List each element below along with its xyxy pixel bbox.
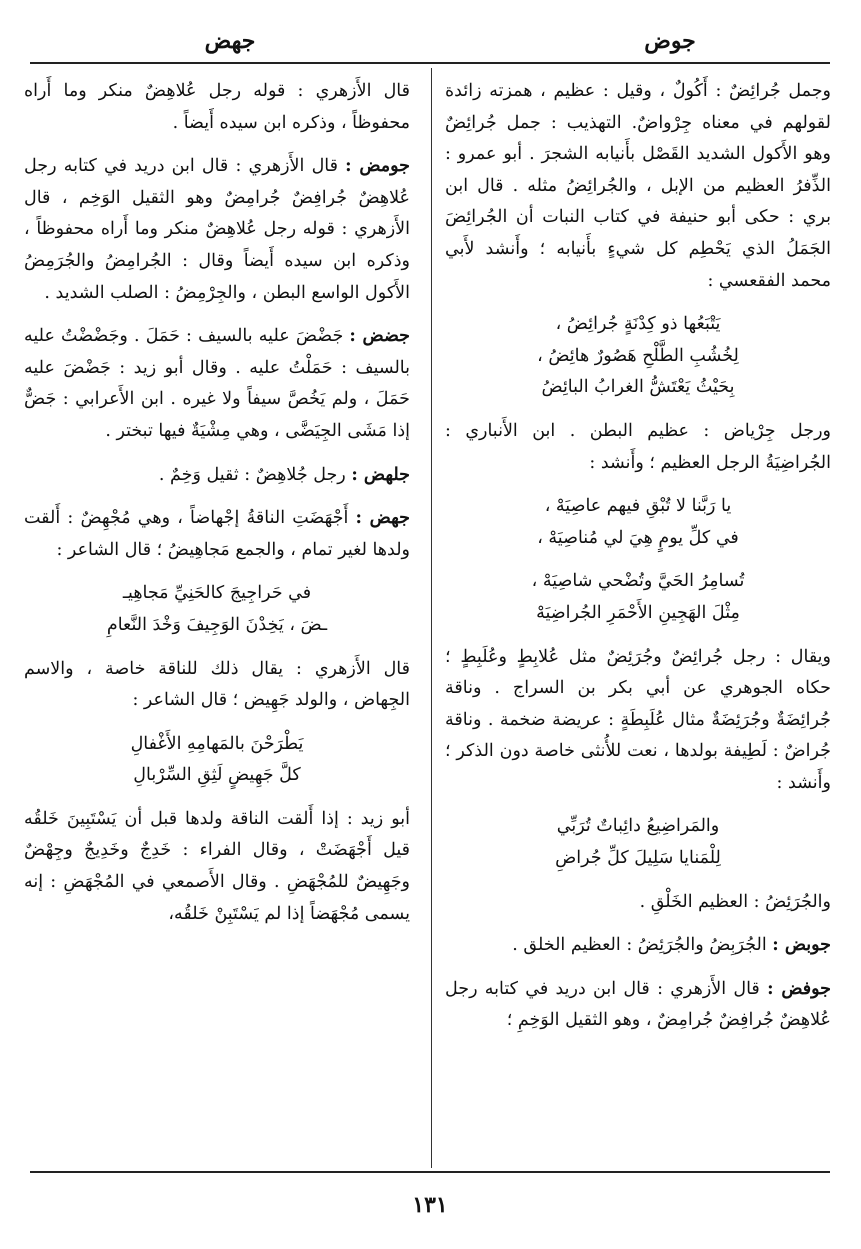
- entry-text: ورجل جِرْياض : عظيم البطن . ابن الأَنباري : الجُراضِيَةُ الرجل العظيم ؛ وأَنشد :: [445, 420, 831, 473]
- headword: جلهض :: [351, 464, 410, 485]
- entry-text: ويقال : رجل جُرائِضٌ وجُرَئِضٌ مثل عُلابِطٍ وعُلَبِطٍ ؛ حكاه الجوهري عن أبي بكر بن السراج . وناقة جُرائِضَةٌ وجُرَئِضَةٌ مثال عُلَبِطَةٍ : عريضة ضخمة . وناقة جُراضٌ : لَطِيفة بولدها ، نعت للأُنثى خاصة دون الذكر ؛ وأَنشد :: [445, 646, 831, 793]
- verse-line: والمَراضِيعُ دائِباتٌ تُرَبِّي: [556, 816, 720, 837]
- verse-line: يَتْبَعُها ذو كِدْنَةٍ جُرائِضُ ،: [555, 314, 721, 335]
- verse-block: [445, 309, 831, 404]
- entry-text: أبو زيد : إذا أَلقت الناقة ولدها قبل أن يَسْتَبِينَ خَلقُه قيل أَجْهَضَتْ ، وقال الفراء : خَدِجٌ وخَدِيجٌ وجِهْضٌ وجَهِيضٌ للمُجْهَضِ . وقال الأَصمعي في المُجْهَضِ : إنه يسمى مُجْهَضاً إذا لم يَسْتَبِنْ خَلقُه،: [24, 808, 410, 924]
- entry-text: والجُرَئِضُ : العظيم الخَلْقِ .: [639, 891, 831, 912]
- column-divider: [431, 68, 432, 1168]
- verse-line: تُسامِرُ الحَيَّ وتُضْحي شاصِيَهْ ،: [531, 571, 745, 592]
- verse-line: ـضَ ، يَخِدْنَ الوَجِيفَ وَخْدَ النَّعامِ: [106, 614, 328, 635]
- verse-line: لِلْمَنايا سَلِيلَ كلِّ جُراضِ: [555, 848, 721, 869]
- entry-text: قال الأَزهري : قوله رجل عُلاهِضٌ منكر وما أَراه محفوظاً ، وذكره ابن سيده أَيضاً .: [24, 81, 410, 133]
- running-header-left: جهض: [204, 28, 256, 54]
- verse-block: [24, 729, 410, 792]
- verse-block: [445, 566, 831, 629]
- verse-line: كلَّ جَهِيضٍ لَثِقِ السِّرْبالِ: [133, 765, 301, 786]
- entry-text: قال الأَزهري : قال ابن دريد في كتابه رجل عُلاهِضٌ جُرافِضٌ جُرامِضٌ وهو الثقيل الوَخِم ، قال الأَزهري : قوله رجل عُلاهِضٌ منكر وما أَراه محفوظاً ، وذكره ابن سيده أَيضاً وقال : الجُرامِضُ والجُرَمِضُ الأَكول الواسع البطن ، والجِرْمِضُ : الصلب الشديد .: [24, 156, 410, 303]
- left-column: [24, 76, 410, 1166]
- headword: جومض :: [345, 156, 410, 177]
- verse-block: [24, 578, 410, 641]
- entry-jawfad: [445, 974, 831, 1037]
- headword: جضض :: [349, 326, 410, 347]
- running-header-right: جوض: [644, 28, 696, 54]
- page-number: ١٣١: [412, 1192, 448, 1218]
- verse-block: [445, 811, 831, 874]
- verse-block: [445, 491, 831, 554]
- entry-text: الجُرَبِضُ والجُرَئِضُ : العظيم الخلق .: [512, 935, 773, 956]
- verse-line: مِثْلَ الهَجِينِ الأَحْمَرِ الجُراضِيَهْ: [536, 602, 740, 623]
- entry-text: أَجْهَضَتِ الناقةُ إجْهاضاً ، وهي مُجْهِضٌ : أَلقت ولدها لغير تمام ، والجمع مَجاهِيضُ ؛ قال الشاعر :: [24, 508, 410, 560]
- entry-jahad: [24, 503, 410, 566]
- entry-text: جَضْضَ عليه بالسيف : حَمَلَ . وجَضْضْتُ عليه بالسيف : حَمَلْتُ عليه . وقال أبو زيد : جَضْضَ عليه حَمَلَ ، ولم يَخُصَّ سيفاً ولا غيره . ابن الأَعرابي : جَضٌّ إذا مَشَى الجِيَضَّى ، وهي مِشْيَةٌ فيها تبختر .: [24, 326, 410, 441]
- entry-text: وجمل جُرائِضٌ : أَكُولٌ ، وقيل : عظيم ، همزته زائدة لقولهم في معناه جِرْواضٌ. التهذيب : جمل جُرائِضٌ وهو الأَكول الشديد القَصْل بأَنيابه الشجرَ . أبو عمرو : الذِّفرُ العظيم من الإبل ، والجُرائِضُ مثله . قال ابن بري : حكى أبو حنيفة في كتاب النبات أن الجُرائِضَ الجَمَلُ الذي يَحْطِم كل شيءٍ بأَنيابه ؛ وأَنشد لأَبي محمد الفقعسي :: [445, 81, 831, 291]
- entry-jawmad: [24, 151, 410, 309]
- entry-jawbad: [445, 930, 831, 962]
- headword: جوفض :: [767, 978, 831, 999]
- entry-text: قال الأَزهري : قال ابن دريد في كتابه رجل عُلاهِضٌ جُرافِضٌ جُرامِضٌ ، وهو الثقيل الوَخِمِ ؛: [445, 978, 831, 1031]
- headword: جهض :: [355, 508, 410, 529]
- entry-text: قال الأَزهري : يقال ذلك للناقة خاصة ، والاسم الجِهاض ، والولد جَهِيض ؛ قال الشاعر :: [24, 658, 410, 711]
- running-headers: [0, 24, 861, 64]
- verse-line: يا رَبَّنا لا تُبْقِ فيهم عاصِيَهْ ،: [544, 496, 732, 517]
- top-rule: [30, 62, 830, 64]
- verse-line: في كلِّ يومٍ هِيَ لي مُناصِيَهْ ،: [537, 527, 739, 548]
- entry-text: رجل جُلاهِضٌ : ثقيل وَخِمٌ .: [158, 464, 352, 485]
- verse-line: بِحَيْثُ يَعْتَشُّ الغرابُ البائِضُ: [541, 377, 735, 398]
- right-column: [445, 76, 831, 1166]
- entry-jalhad: [24, 460, 410, 492]
- entry-jadd: [24, 321, 410, 447]
- verse-line: لِخُشُبِ الطَّلْحِ هَصُورٌ هائِضُ ،: [537, 345, 739, 366]
- verse-line: يَطْرَحْنَ بالمَهامِهِ الأَغْفالِ: [130, 733, 304, 754]
- headword: جوبض :: [772, 935, 831, 956]
- bottom-rule: [30, 1171, 830, 1173]
- verse-line: في حَراجِيجَ كالحَنِيِّ مَجاهِيـ: [122, 583, 312, 604]
